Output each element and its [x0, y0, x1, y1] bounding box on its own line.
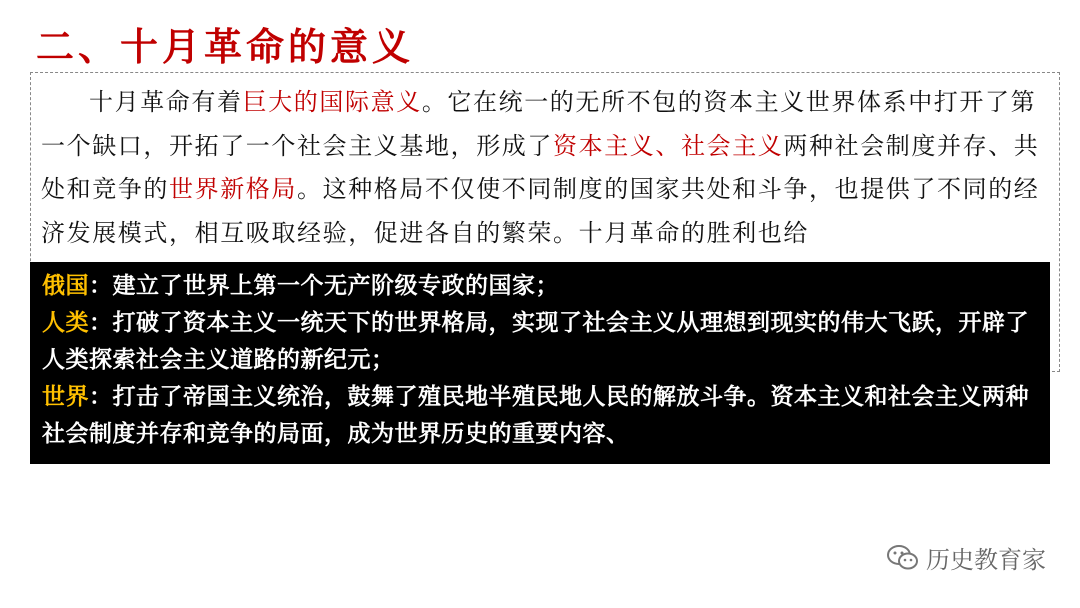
- summary-humanity: [42, 305, 1038, 379]
- label-humanity: 人类: [42, 310, 89, 336]
- para-text-3: 两种社会制度并存、共处和竞争的: [41, 131, 1040, 203]
- summary-overlay: [30, 262, 1050, 464]
- para-highlight-3: 世界新格局: [169, 175, 297, 203]
- label-world: 世界: [42, 384, 89, 410]
- text-russia: ：建立了世界上第一个无产阶级专政的国家；: [89, 273, 559, 299]
- watermark-text: 历史教育家: [926, 546, 1046, 574]
- para-highlight-2: 资本主义、社会主义: [553, 131, 784, 160]
- text-world: ：打击了帝国主义统治，鼓舞了殖民地半殖民地人民的解放斗争。资本主义和社会主义两种社会制度并存和竞争的局面，成为世界历史的重要内容、: [42, 384, 1029, 447]
- para-text-2: 。它在统一的无所不包的资本主义世界体系中打开了第一个缺口，开拓了一个社会主义基地，形成了: [41, 88, 1037, 160]
- watermark: [886, 540, 1046, 575]
- para-highlight-1: 巨大的国际意义: [242, 88, 422, 116]
- text-humanity: ：打破了资本主义一统天下的世界格局，实现了社会主义从理想到现实的伟大飞跃，开辟了人类探索社会主义道路的新纪元；: [42, 310, 1029, 373]
- summary-world: [42, 379, 1038, 453]
- body-paragraph: [41, 81, 1047, 255]
- label-russia: 俄国: [42, 273, 89, 299]
- para-text-4: 。这种格局不仅使不同制度的国家共处和斗争，也提供了不同的经济发展模式，相互吸取经验，促进各自的繁荣。十月革命的胜利也给: [41, 175, 1040, 247]
- slide-title: 二、十月革命的意义: [36, 24, 415, 69]
- summary-russia: [42, 268, 1038, 305]
- wechat-icon: [886, 543, 920, 573]
- para-text-1: 十月革命有着: [89, 88, 243, 116]
